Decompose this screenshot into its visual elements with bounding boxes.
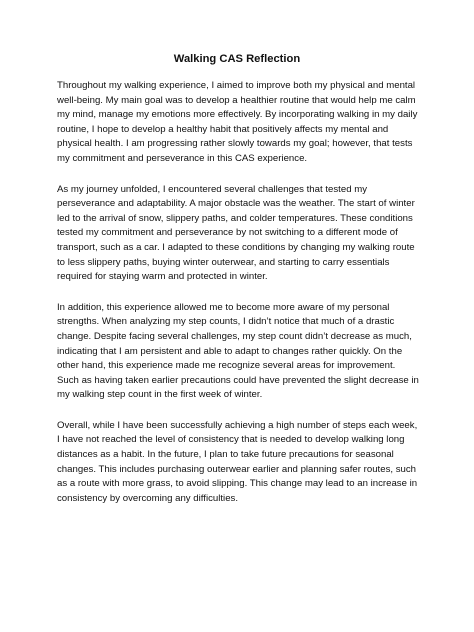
paragraph-2: As my journey unfolded, I encountered several challenges that tested my perseverance and adaptability. A major obstacle was the weather. The start of winter led to the arrival of snow, slippery paths, and colder temperatures. These conditions tested my commitment and perseverance by not switching to a different mode of transport, such as a car. I adapted to these conditions by changing my walking route to less slippery paths, buying winter outerwear, and starting to carry essentials required for staying warm and protected in winter. xyxy=(57,183,415,283)
document-body xyxy=(57,79,419,522)
document-title: Walking CAS Reflection xyxy=(173,53,301,65)
paragraph-3: In addition, this experience allowed me to become more aware of my personal strengths. When analyzing my step counts, I didn’t notice that much of a drastic change. Despite facing several challenges, my step count didn’t decrease as much, indicating that I am persistent and able to adapt to changes rather quickly. On the other hand, this experience made me recognize several areas for improvement. Such as having taken earlier precautions could have prevented the slight decrease in my walking step count in the first week of winter. xyxy=(57,301,419,401)
paragraph-4: Overall, while I have been successfully achieving a high number of steps each week, I have not reached the level of consistency that is needed to develop walking long distances as a habit. In the future, I plan to take future precautions for seasonal changes. This includes purchasing outerwear earlier and planning safer routes, such as a route with more grass, to avoid slipping. This change may lead to an increase in consistency by overcoming any difficulties. xyxy=(57,419,418,504)
paragraph-1: Throughout my walking experience, I aimed to improve both my physical and mental well-being. My main goal was to develop a healthier routine that would help me calm my mind, manage my emotions more effectively. By incorporating walking in my daily routine, I hope to develop a healthy habit that positively affects my mental and physical health. I am progressing rather slowly towards my goal; however, that tests my commitment and perseverance in this CAS experience. xyxy=(57,80,418,164)
